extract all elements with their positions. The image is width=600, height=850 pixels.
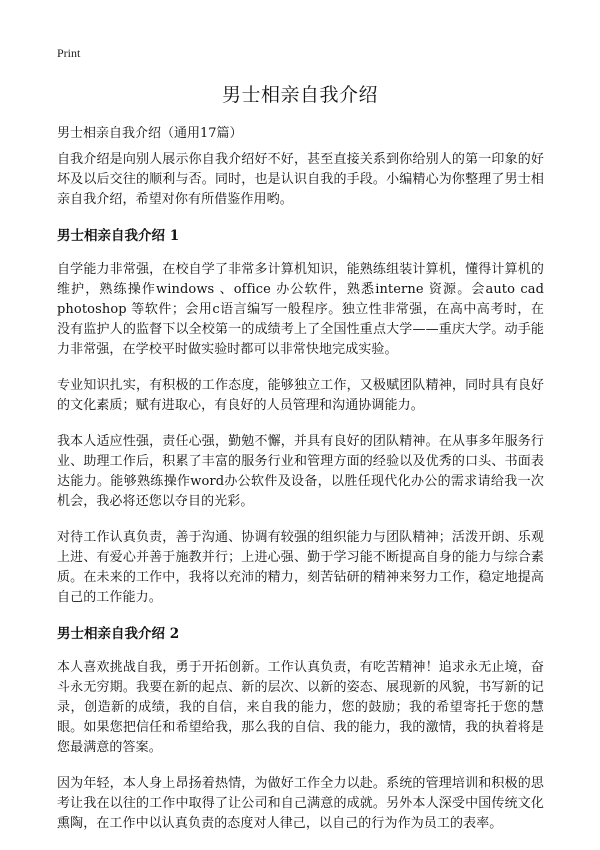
- document-subtitle: 男士相亲自我介绍（通用17篇）: [57, 126, 243, 141]
- intro-paragraph: 自我介绍是向别人展示你自我介绍好不好，甚至直接关系到你给别人的第一印象的好坏及以后交往的顺利与否。同时，也是认识自我的手段。小编精心为你整理了男士相亲自我介绍，希望对你有所借鉴作用哟。: [57, 152, 544, 207]
- body-paragraph: 对待工作认真负责，善于沟通、协调有较强的组织能力与团队精神；活泼开朗、乐观上进、有爱心并善于施教并行；上进心强、勤于学习能不断提高自身的能力与综合素质。在未来的工作中，我将以充沛的精力，刻苦钻研的精神来努力工作，稳定地提高自己的工作能力。: [57, 530, 544, 605]
- print-link[interactable]: Print: [57, 46, 81, 60]
- document-content: [57, 150, 544, 850]
- body-paragraph: 自学能力非常强，在校自学了非常多计算机知识，能熟练组装计算机，懂得计算机的维护，熟练操作windows 、office 办公软件，熟悉interne 资源。会auto cad photoshop 等软件；会用c语言编写一般程序。独立性非常强，在高中高考时，在没有监护人的监督下以全校第一的成绩考上了全国性重点大学——重庆大学。动手能力非常强，在学校平时做实验时都可以非常快地完成实验。: [57, 262, 544, 357]
- body-paragraph: 因为年轻，本人身上昂扬着热情，为做好工作全力以赴。系统的管理培训和积极的思考让我在以往的工作中取得了让公司和自己满意的成就。另外本人深受中国传统文化熏陶，在工作中以认真负责的态度对人律己，以自己的行为作为员工的表率。: [57, 776, 544, 831]
- body-paragraph: 专业知识扎实，有积极的工作态度，能够独立工作，又极赋团队精神，同时具有良好的文化素质；赋有进取心，有良好的人员管理和沟通协调能力。: [57, 378, 544, 413]
- section-heading: 男士相亲自我介绍 2: [57, 626, 180, 642]
- body-paragraph: 我本人适应性强，责任心强，勤勉不懈，并具有良好的团队精神。在从事多年服务行业、助理工作后，积累了丰富的服务行业和管理方面的经验以及优秀的口头、书面表达能力。能够熟练操作word办公软件及设备，以胜任现代化办公的需求请给我一次机会，我必将还您以夺目的光彩。: [57, 434, 544, 509]
- page-title: 男士相亲自我介绍: [221, 84, 378, 106]
- body-paragraph: 本人喜欢挑战自我，勇于开拓创新。工作认真负责，有吃苦精神！追求永无止境，奋斗永无穷期。我要在新的起点、新的层次、以新的姿态、展现新的风貌，书写新的记录，创造新的成绩，我的自信，来自我的能力，您的鼓励；我的希望寄托于您的慧眼。如果您把信任和希望给我，那么我的自信、我的能力，我的激情，我的执着将是您最满意的答案。: [57, 660, 544, 755]
- section-heading: 男士相亲自我介绍 1: [57, 228, 180, 244]
